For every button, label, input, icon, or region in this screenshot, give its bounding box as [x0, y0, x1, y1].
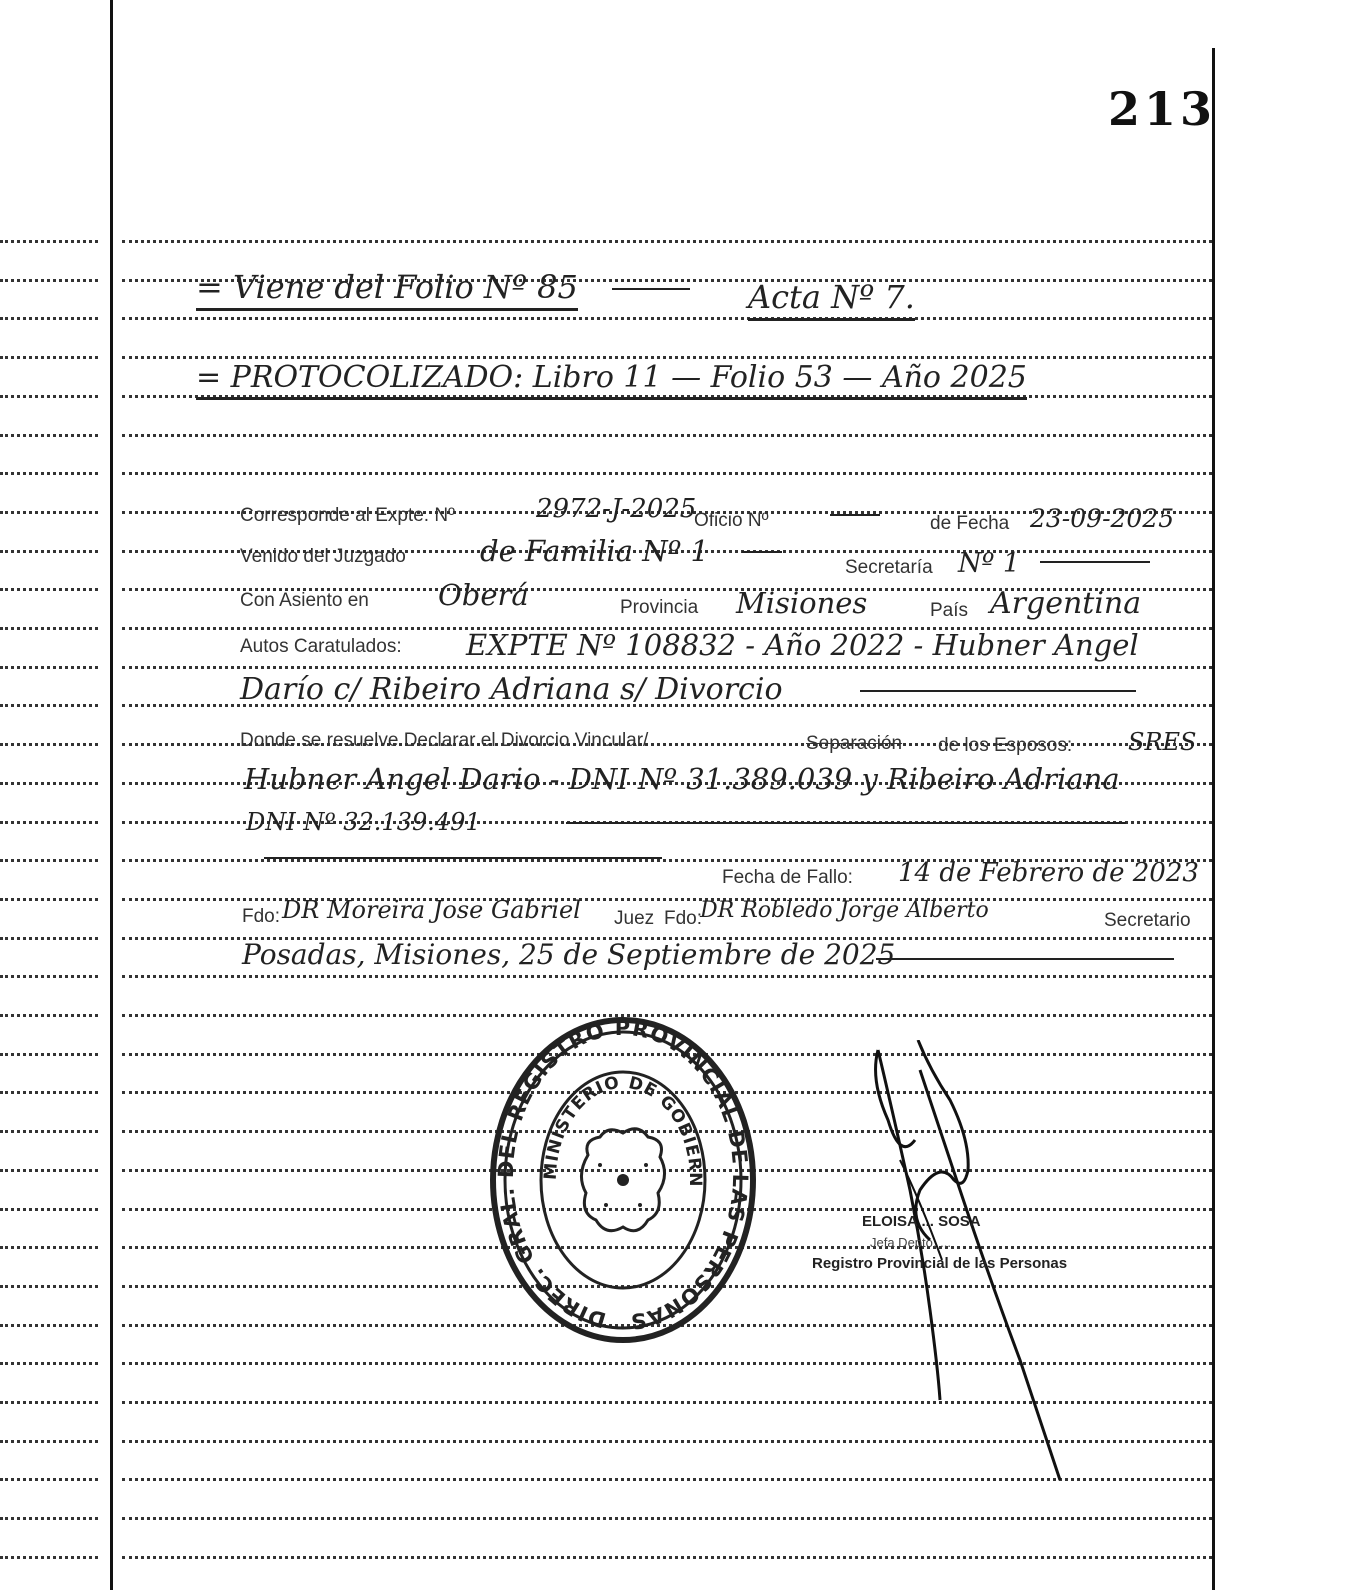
- ruled-line-left-segment: [0, 395, 98, 398]
- juez-value: DR Moreira Jose Gabriel: [282, 896, 581, 924]
- autos-value-line1: EXPTE Nº 108832 - Año 2022 - Hubner Angel: [466, 628, 1139, 662]
- ruled-line-left-segment: [0, 279, 98, 282]
- ruled-line-left-segment: [0, 1285, 98, 1288]
- seal-inner-text: MINISTERIO DE GOBIERN: [540, 1072, 706, 1188]
- fdo2-label: Fdo:: [664, 908, 703, 929]
- ruled-line-left-segment: [0, 1401, 98, 1404]
- ruled-line-left-segment: [0, 550, 98, 553]
- esposos-value-line2: DNI Nº 32.139.491: [246, 808, 481, 836]
- ruled-line-left-segment: [0, 627, 98, 630]
- pais-label: País: [930, 600, 969, 621]
- folio-number: 213: [1108, 82, 1217, 136]
- ruled-line-right-segment: [122, 434, 1212, 437]
- ruled-line-left-segment: [0, 1014, 98, 1017]
- asiento-label: Con Asiento en: [240, 590, 369, 611]
- ruled-line-right-segment: [122, 356, 1212, 359]
- fecha-value: 23-09-2025: [1030, 504, 1175, 533]
- ruled-line-left-segment: [0, 356, 98, 359]
- secretaria-label: Secretaría: [845, 557, 933, 578]
- donde-label: Donde se resuelve Declarar el Divorcio Vincular/: [240, 730, 649, 751]
- ruled-line-left-segment: [0, 1053, 98, 1056]
- viene-del-folio: = Viene del Folio Nº 85: [196, 268, 578, 311]
- separacion-label: Separación: [806, 733, 903, 754]
- venido-label: Venido del Juzgado: [240, 546, 406, 567]
- ruled-line-left-segment: [0, 782, 98, 785]
- ruled-line-left-segment: [0, 666, 98, 669]
- ruled-line-right-segment: [122, 1556, 1212, 1559]
- right-margin-line: [1212, 48, 1215, 1590]
- juzgado-dash: [742, 551, 782, 553]
- esposos-dash: [566, 822, 1126, 824]
- ruled-line-right-segment: [122, 1517, 1212, 1520]
- blank-line-dash: [264, 857, 662, 859]
- ruled-line-left-segment: [0, 1246, 98, 1249]
- ruled-line-left-segment: [0, 1169, 98, 1172]
- esposos-label: de los Esposos:: [938, 735, 1073, 756]
- secretaria-dash: [1040, 561, 1150, 563]
- corresponde-label: Corresponde al Expte. Nº: [240, 505, 455, 526]
- secretaria-value: Nº 1: [958, 548, 1021, 579]
- provincia-value: Misiones: [736, 586, 868, 620]
- acta-number: Acta Nº 7.: [748, 278, 915, 321]
- ruled-line-right-segment: [122, 975, 1212, 978]
- lugar-fecha-dash: [876, 958, 1174, 960]
- ruled-line-left-segment: [0, 1324, 98, 1327]
- secretario-label: Secretario: [1104, 910, 1191, 931]
- fecha-label: de Fecha: [930, 513, 1010, 534]
- ruled-line-left-segment: [0, 898, 98, 901]
- ruled-line-left-segment: [0, 821, 98, 824]
- asiento-value: Oberá: [438, 578, 529, 612]
- juzgado-value: de Familia Nº 1: [480, 534, 709, 568]
- signatory-office: Registro Provincial de las Personas: [812, 1255, 1068, 1272]
- juez-label: Juez: [614, 908, 655, 929]
- ruled-line-left-segment: [0, 434, 98, 437]
- ruled-line-left-segment: [0, 1517, 98, 1520]
- ruled-line-left-segment: [0, 704, 98, 707]
- ruled-line-left-segment: [0, 1556, 98, 1559]
- ruled-line-left-segment: [0, 1478, 98, 1481]
- ruled-line-left-segment: [0, 859, 98, 862]
- ruled-line-left-segment: [0, 743, 98, 746]
- oficio-label: Oficio Nº: [694, 510, 769, 531]
- fallo-value: 14 de Febrero de 2023: [898, 858, 1199, 888]
- seal-outer-text: DIREC. GRAL. DEL REGISTRO PROVINCIAL DE LAS PERSONAS: [493, 1015, 753, 1334]
- ruled-line-right-segment: [122, 317, 1212, 320]
- left-margin-line: [110, 0, 113, 1590]
- official-seal-stamp: [488, 1015, 758, 1345]
- ruled-line-left-segment: [0, 588, 98, 591]
- fallo-label: Fecha de Fallo:: [722, 867, 853, 888]
- pais-value: Argentina: [990, 586, 1142, 621]
- expte-value: 2972-J-2025: [536, 494, 697, 524]
- lugar-fecha: Posadas, Misiones, 25 de Septiembre de 2025: [242, 938, 896, 971]
- provincia-label: Provincia: [620, 597, 699, 618]
- ruled-line-right-segment: [122, 472, 1212, 475]
- ruled-line-left-segment: [0, 1440, 98, 1443]
- ruled-line-left-segment: [0, 975, 98, 978]
- secretario-value: DR Robledo Jorge Alberto: [700, 898, 989, 923]
- ruled-line-left-segment: [0, 472, 98, 475]
- seal-emblem: [581, 1129, 664, 1231]
- ruled-line-right-segment: [122, 240, 1212, 243]
- esposos-value-line1: Hubner Angel Dario - DNI Nº 31.389.039 y Ribeiro Adriana: [244, 762, 1120, 796]
- ruled-line-left-segment: [0, 511, 98, 514]
- viene-dash: [612, 288, 690, 290]
- ruled-line-left-segment: [0, 1208, 98, 1211]
- autos-value-line2: Darío c/ Ribeiro Adriana s/ Divorcio: [240, 672, 783, 707]
- ruled-line-left-segment: [0, 1091, 98, 1094]
- ruled-line-left-segment: [0, 1362, 98, 1365]
- fdo-label: Fdo:: [242, 906, 281, 927]
- autos-label: Autos Caratulados:: [240, 636, 402, 657]
- esposos-prefix: SRES: [1128, 728, 1197, 756]
- ruled-line-left-segment: [0, 1130, 98, 1133]
- ruled-line-left-segment: [0, 937, 98, 940]
- protocolizado-line: = PROTOCOLIZADO: Libro 11 — Folio 53 — Año 2025: [196, 360, 1027, 400]
- ruled-line-right-segment: [122, 666, 1212, 669]
- signatory-name: ELOISA ... SOSA: [862, 1213, 981, 1230]
- signatory-title: Jefa Depto. ...: [870, 1235, 951, 1250]
- oficio-dash: [830, 514, 880, 516]
- ruled-line-left-segment: [0, 317, 98, 320]
- autos-dash: [860, 690, 1136, 692]
- ruled-line-left-segment: [0, 240, 98, 243]
